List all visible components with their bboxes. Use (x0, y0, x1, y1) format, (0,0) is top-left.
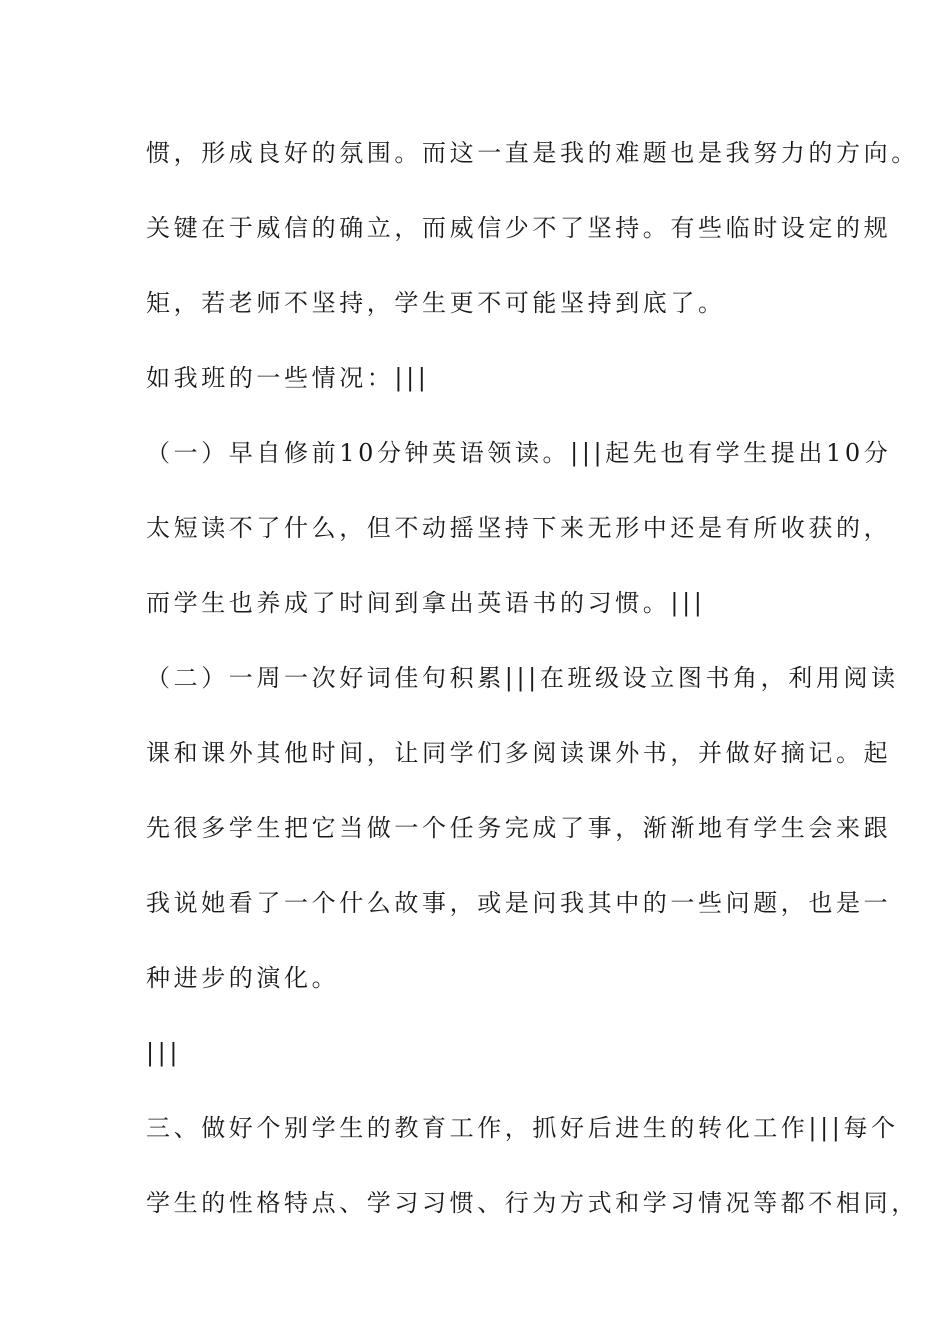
text-line: 关键在于威信的确立，而威信少不了坚持。有些临时设定的规 (146, 214, 892, 242)
text-line: 种进步的演化。 (146, 964, 340, 992)
text-line: 惯，形成良好的氛围。而这一直是我的难题也是我努力的方向。 (146, 139, 919, 167)
text-line: 我说她看了一个什么故事，或是问我其中的一些问题，也是一 (146, 889, 892, 917)
text-line: 而学生也养成了时间到拿出英语书的习惯。||| (146, 589, 706, 617)
text-line: 三、做好个别学生的教育工作，抓好后进生的转化工作|||每个 (146, 1114, 899, 1142)
text-line: 学生的性格特点、学习习惯、行为方式和学习情况等都不相同， (146, 1189, 919, 1217)
text-line: （二）一周一次好词佳句积累|||在班级设立图书角，利用阅读 (146, 664, 899, 692)
text-line: ||| (146, 1039, 182, 1067)
text-line: （一）早自修前10分钟英语领读。|||起先也有学生提出10分 (146, 439, 892, 467)
text-line: 如我班的一些情况：||| (146, 364, 430, 392)
text-line: 太短读不了什么，但不动摇坚持下来无形中还是有所收获的， (146, 514, 892, 542)
text-line: 先很多学生把它当做一个任务完成了事，渐渐地有学生会来跟 (146, 814, 892, 842)
text-line: 课和课外其他时间，让同学们多阅读课外书，并做好摘记。起 (146, 739, 892, 767)
body-text (146, 131, 919, 1256)
text-line: 矩，若老师不坚持，学生更不可能坚持到底了。 (146, 289, 726, 317)
